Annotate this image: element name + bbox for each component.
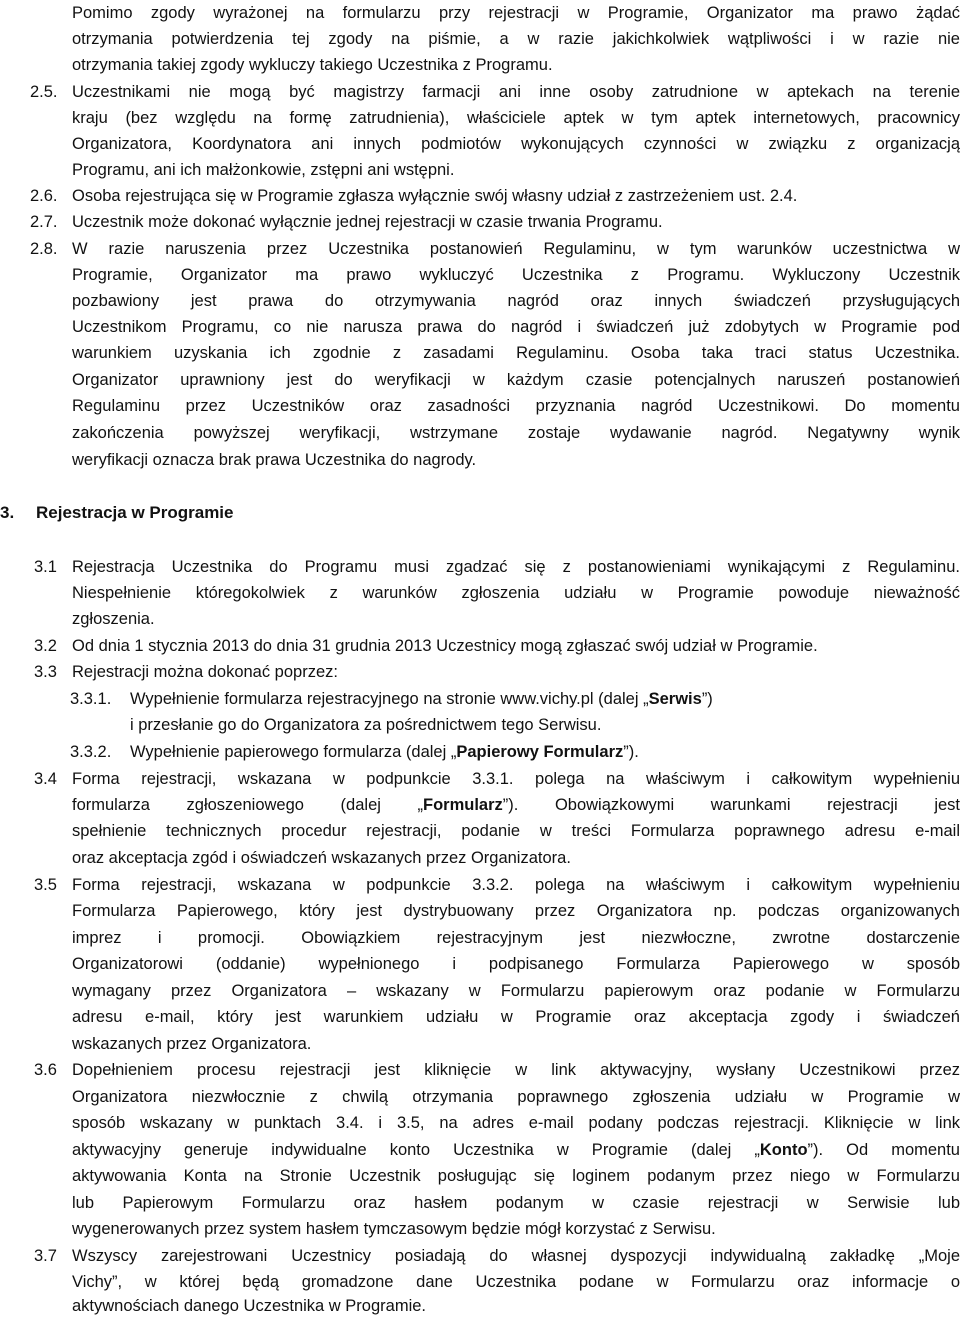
term-serwis: Serwis (648, 690, 702, 708)
clause-number-3-7: 3.7 (34, 1247, 57, 1265)
clause-2-8-line-2: Programie, Organizator ma prawo wykluczyć Uczestnika z Programu. Wykluczony Uczestnik (72, 266, 960, 284)
clause-3-6-text-after: ”). Od momentu (807, 1141, 960, 1159)
clause-3-7-line-2: Vichy”, w której będą gromadzone dane Uczestnika podane w Formularzu oraz informacje o (72, 1273, 960, 1291)
clause-number-3-4: 3.4 (34, 770, 57, 788)
clause-3-5-line-4: Organizatorowi (oddanie) wypełnionego i podpisanego Formularza Papierowego w sposób (72, 955, 960, 973)
intro-line-3: otrzymania takiej zgody wykluczy takiego Uczestnika z Programu. (72, 56, 553, 74)
clause-3-5-line-3: imprez i promocji. Obowiązkiem rejestracyjnym jest niezwłoczne, zwrotne dostarczenie (72, 929, 960, 947)
clause-3-2-text: Od dnia 1 stycznia 2013 do dnia 31 grudnia 2013 Uczestnicy mogą zgłaszać swój udział w Programie. (72, 637, 818, 655)
clause-3-5-line-1: Forma rejestracji, wskazana w podpunkcie 3.3.2. polega na właściwym i całkowitym wypełnieniu (72, 876, 960, 894)
clause-2-8-line-5: warunkiem uzyskania ich zgodnie z zasadami Regulaminu. Osoba taka traci status Uczestnika. (72, 344, 960, 362)
clause-3-4-line-3: spełnienie technicznych procedur rejestracji, podanie w treści Formularza poprawnego adresu e-mail (72, 822, 960, 840)
clause-3-5-line-6: adresu e-mail, który jest warunkiem udziału w Programie oraz akceptacja zgody i świadczeń (72, 1008, 960, 1026)
clause-3-3-1-line-2: i przesłanie go do Organizatora za pośrednictwem tego Serwisu. (130, 716, 602, 734)
clause-2-8-line-3: pozbawiony jest prawa do otrzymywania nagród oraz innych świadczeń przysługujących (72, 292, 960, 310)
clause-3-3-text: Rejestracji można dokonać poprzez: (72, 663, 338, 681)
clause-3-3-2-text (130, 739, 639, 765)
clause-3-3-2-text-before: Wypełnienie papierowego formularza (dalej „ (130, 743, 457, 761)
clause-3-3-1-text-before: Wypełnienie formularza rejestracyjnego na stronie www.vichy.pl (dalej „ (130, 690, 649, 708)
section-3-number: 3. (0, 503, 15, 522)
clause-2-5-line-1: Uczestnikami nie mogą być magistrzy farmacji ani inne osoby zatrudnione w aptekach na terenie (72, 83, 960, 101)
clause-number-3-3-1: 3.3.1. (70, 690, 112, 708)
clause-2-6-text: Osoba rejestrująca się w Programie zgłasza wyłącznie swój własny udział z zastrzeżeniem ust. 2.4. (72, 187, 798, 205)
clause-3-4-line-4: oraz akceptacja zgód i oświadczeń wskazanych przez Organizatora. (72, 849, 571, 867)
clause-2-8-line-6: Organizator uprawniony jest do weryfikacji w każdym czasie potencjalnych naruszeń postanowień (72, 371, 960, 389)
clause-3-4-line-2 (72, 792, 960, 818)
clause-2-8-line-1: W razie naruszenia przez Uczestnika postanowień Regulaminu, w tym warunków uczestnictwa w (72, 240, 960, 258)
clause-2-5-line-2: kraju (bez względu na formę zatrudnienia), właściciele aptek w tym aptek internetowych, pracownicy (72, 109, 960, 127)
clause-number-2-5: 2.5. (30, 83, 58, 101)
term-papierowy-formularz: Papierowy Formularz (456, 743, 624, 761)
clause-3-3-1-text-after: ”) (701, 690, 713, 708)
clause-number-3-6: 3.6 (34, 1061, 57, 1079)
clause-3-4-text-after: ”). Obowiązkowymi warunkami rejestracji jest (502, 796, 960, 814)
clause-3-6-line-5: aktywowania Konta na Stronie Uczestnik posługując się loginem podanym przez niego w Formularzu (72, 1167, 960, 1185)
clause-3-6-line-2: Organizatora niezwłocznie z chwilą otrzymania poprawnego zgłoszenia udziału w Programie w (72, 1088, 960, 1106)
section-3-title: Rejestracja w Programie (36, 503, 234, 522)
clause-2-7-text: Uczestnik może dokonać wyłącznie jednej rejestracji w czasie trwania Programu. (72, 213, 663, 231)
clause-3-1-line-2: Niespełnienie któregokolwiek z warunków zgłoszenia udziału w Programie powoduje nieważność (72, 584, 960, 602)
clause-3-6-line-6: lub Papierowym Formularzu oraz hasłem podanym w czasie rejestracji w Serwisie lub (72, 1194, 960, 1212)
clause-number-2-8: 2.8. (30, 240, 58, 258)
clause-3-5-line-5: wymagany przez Organizatora – wskazany w Formularzu papierowym oraz podanie w Formularzu (72, 982, 960, 1000)
term-formularz: Formularz (423, 796, 503, 814)
clause-number-3-3: 3.3 (34, 663, 57, 681)
clause-2-5-line-3: Organizatora, Koordynatora ani innych podmiotów wykonujących czynności w związku z organizacją (72, 135, 960, 153)
clause-3-6-line-1: Dopełnieniem procesu rejestracji jest kliknięcie w link aktywacyjny, wysłany Uczestnikowi przez (72, 1061, 960, 1079)
clause-number-2-6: 2.6. (30, 187, 58, 205)
clause-number-3-3-2: 3.3.2. (70, 743, 112, 761)
clause-number-3-5: 3.5 (34, 876, 57, 894)
clause-3-3-1-line-1 (130, 686, 713, 712)
clause-3-5-line-7: wskazanych przez Organizatora. (72, 1035, 312, 1053)
clause-3-6-line-4 (72, 1137, 960, 1163)
clause-number-3-1: 3.1 (34, 558, 57, 576)
clause-2-8-line-4: Uczestnikom Programu, co nie narusza prawa do nagród i świadczeń już zdobytych w Programie pod (72, 318, 960, 336)
clause-3-1-line-1: Rejestracja Uczestnika do Programu musi zgadzać się z postanowieniami wynikającymi z Regulaminu. (72, 558, 960, 576)
clause-2-5-line-4: Programu, ani ich małżonkowie, zstępni ani wstępni. (72, 161, 455, 179)
clause-3-6-line-3: sposób wskazany w punktach 3.4. i 3.5, na adres e-mail podany podczas rejestracji. Kliknięcie w link (72, 1114, 960, 1132)
clause-3-4-text-before: formularza zgłoszeniowego (dalej „ (72, 796, 423, 814)
clause-3-7-line-3: aktywnościach danego Uczestnika w Programie. (72, 1297, 427, 1315)
intro-line-2: otrzymania potwierdzenia tej zgody na piśmie, a w razie jakichkolwiek wątpliwości i w razie nie (72, 30, 960, 48)
clause-3-5-line-2: Formularza Papierowego, który jest dystrybuowany przez Organizatora np. podczas organizowanych (72, 902, 960, 920)
clause-number-3-2: 3.2 (34, 637, 57, 655)
clause-number-2-7: 2.7. (30, 213, 58, 231)
clause-2-8-line-7: Regulaminu przez Uczestników oraz zasadności przyznania nagród Uczestnikowi. Do momentu (72, 397, 960, 415)
clause-3-4-line-1: Forma rejestracji, wskazana w podpunkcie 3.3.1. polega na właściwym i całkowitym wypełnieniu (72, 770, 960, 788)
clause-3-6-text-before: aktywacyjny generuje indywidualne konto Uczestnika w Programie (dalej „ (72, 1141, 760, 1159)
intro-line-1: Pomimo zgody wyrażonej na formularzu przy rejestracji w Programie, Organizator ma prawo żądać (72, 4, 960, 22)
clause-2-8-line-8: zakończenia powyższej weryfikacji, wstrzymane zostaje wydawanie nagród. Negatywny wynik (72, 424, 960, 442)
clause-3-7-line-1: Wszyscy zarejestrowani Uczestnicy posiadają do własnej dyspozycji indywidualną zakładkę „Moje (72, 1247, 960, 1265)
clause-2-8-line-9: weryfikacji oznacza brak prawa Uczestnika do nagrody. (72, 451, 477, 469)
clause-3-1-line-3: zgłoszenia. (72, 610, 155, 628)
term-konto: Konto (759, 1141, 808, 1159)
clause-3-3-2-text-after: ”). (623, 743, 639, 761)
clause-3-6-line-7: wygenerowanych przez system hasłem tymczasowym będzie mógł korzystać z Serwisu. (72, 1220, 716, 1238)
